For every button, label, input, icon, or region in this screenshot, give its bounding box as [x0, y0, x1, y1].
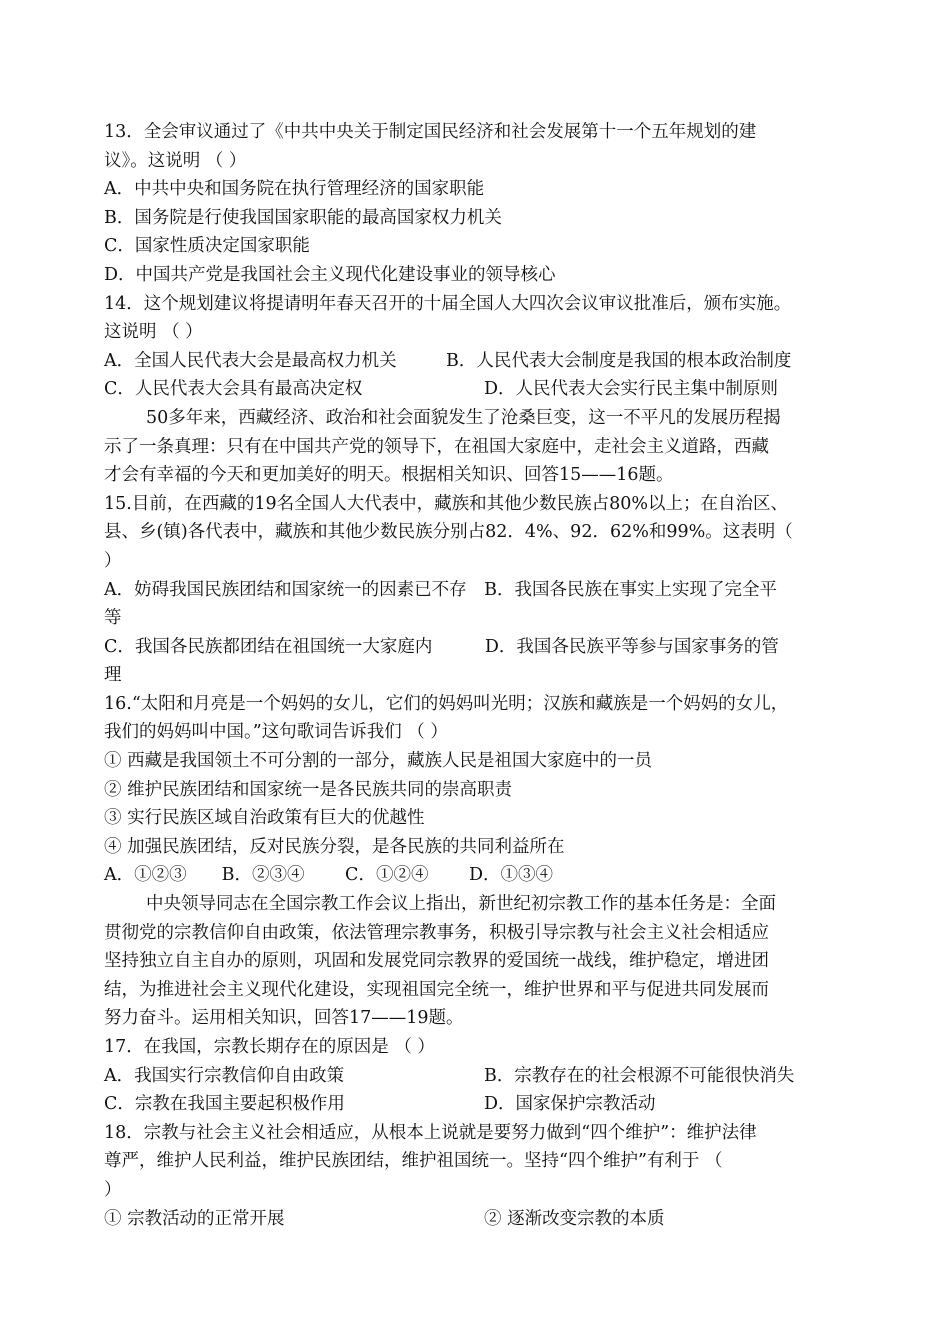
- q18-statement-2: ② 逐渐改变宗教的本质: [484, 1208, 665, 1229]
- religion-passage-line5: 努力奋斗。运用相关知识，回答17——19题。: [104, 1008, 464, 1029]
- q17-stem: 17．在我国，宗教长期存在的原因是 （ ）: [104, 1037, 435, 1057]
- religion-passage-line3: 坚持独立自主自办的原则，巩固和发展党同宗教界的爱国统一战线，维护稳定，增进团: [104, 951, 769, 972]
- q13-stem-line2: 议》。这说明 （ ）: [104, 150, 247, 171]
- q17-option-b: B．宗教存在的社会根源不可能很快消失: [484, 1065, 795, 1086]
- religion-passage-line2: 贯彻党的宗教信仰自由政策，依法管理宗教事务，积极引导宗教与社会主义社会相适应: [104, 922, 769, 943]
- q16-stem-line1: 16.“太阳和月亮是一个妈妈的女儿，它们的妈妈叫光明；汉族和藏族是一个妈妈的女儿，: [104, 693, 789, 714]
- religion-passage-line4: 结，为推进社会主义现代化建设，实现祖国完全统一，维护世界和平与促进共同发展而: [104, 979, 769, 1000]
- q14-stem-line2: 这说明 （ ）: [104, 322, 203, 343]
- q14-stem-line1: 14．这个规划建议将提请明年春天召开的十届全国人大四次会议审议批准后，颁布实施。: [104, 293, 792, 314]
- q13-stem-line1: 13．全会审议通过了《中共中央关于制定国民经济和社会发展第十一个五年规划的建: [104, 122, 757, 142]
- q18-stem-line3: ）: [104, 1179, 122, 1200]
- q15-stem-line1: 15.目前，在西藏的19名全国人大代表中，藏族和其他少数民族占80%以上；在自治区、: [104, 493, 788, 514]
- q16-options: A．①②③ B．②③④ C．①②④ D．①③④: [104, 865, 554, 886]
- q14-option-a: A．全国人民代表大会是最高权力机关: [104, 350, 397, 371]
- q17-options-ab: [104, 1062, 862, 1091]
- q14-options-ab: [104, 347, 862, 376]
- q16-stem-line2: 我们的妈妈叫中国。”这句歌词告诉我们 （ ）: [104, 722, 448, 743]
- q14-options-cd: [104, 375, 862, 404]
- q15-options-ab-wrap: 等: [104, 608, 122, 629]
- q13-option-a: A．中共中央和国务院在执行管理经济的国家职能: [104, 179, 485, 200]
- tibet-passage-line1: 50多年来，西藏经济、政治和社会面貌发生了沧桑巨变，这一不平凡的发展历程揭: [146, 407, 781, 428]
- q18-stem-line2: 尊严，维护人民利益，维护民族团结，维护祖国统一。坚持“四个维护”有利于 （: [104, 1151, 723, 1172]
- religion-passage-line1: 中央领导同志在全国宗教工作会议上指出，新世纪初宗教工作的基本任务是：全面: [146, 894, 776, 915]
- q13-option-d: D．中国共产党是我国社会主义现代化建设事业的领导核心: [104, 264, 556, 285]
- q18-statements-12: [104, 1205, 862, 1234]
- q14-option-d: D．人民代表大会实行民主集中制原则: [484, 379, 779, 400]
- q16-statement-2: ② 维护民族团结和国家统一是各民族共同的崇高职责: [104, 779, 513, 800]
- q15-options-ab: A．妨碍我国民族团结和国家统一的因素已不存 B．我国各民族在事实上实现了完全平: [104, 579, 777, 600]
- q18-stem-line1: 18．宗教与社会主义社会相适应，从根本上说就是要努力做到“四个维护”：维护法律: [104, 1122, 757, 1143]
- q15-options-cd: C．我国各民族都团结在祖国统一大家庭内 D．我国各民族平等参与国家事务的管: [104, 636, 779, 657]
- q15-options-cd-wrap: 理: [104, 665, 122, 686]
- tibet-passage-line3: 才会有幸福的今天和更加美好的明天。根据相关知识、回答15——16题。: [104, 465, 674, 486]
- q17-option-a: A．我国实行宗教信仰自由政策: [104, 1065, 345, 1086]
- q13-option-c: C．国家性质决定国家职能: [104, 236, 310, 257]
- q18-statement-1: ① 宗教活动的正常开展: [104, 1208, 285, 1229]
- q15-stem-line3: ）: [104, 550, 122, 571]
- q14-option-b: B．人民代表大会制度是我国的根本政治制度: [446, 350, 792, 371]
- q16-statement-4: ④ 加强民族团结，反对民族分裂，是各民族的共同利益所在: [104, 836, 565, 857]
- q16-statement-3: ③ 实行民族区域自治政策有巨大的优越性: [104, 808, 425, 829]
- q17-option-c: C．宗教在我国主要起积极作用: [104, 1094, 345, 1115]
- q15-stem-line2: 县、乡(镇)各代表中，藏族和其他少数民族分别占82．4%、92．62%和99%。这表明（: [104, 522, 793, 543]
- tibet-passage-line2: 示了一条真理：只有在中国共产党的领导下，在祖国大家庭中，走社会主义道路，西藏: [104, 436, 769, 457]
- q13-option-b: B．国务院是行使我国国家职能的最高国家权力机关: [104, 207, 502, 228]
- q17-option-d: D．国家保护宗教活动: [484, 1094, 656, 1115]
- q17-options-cd: [104, 1090, 862, 1119]
- q14-option-c: C．人民代表大会具有最高决定权: [104, 379, 363, 400]
- q16-statement-1: ① 西藏是我国领土不可分割的一部分，藏族人民是祖国大家庭中的一员: [104, 751, 653, 772]
